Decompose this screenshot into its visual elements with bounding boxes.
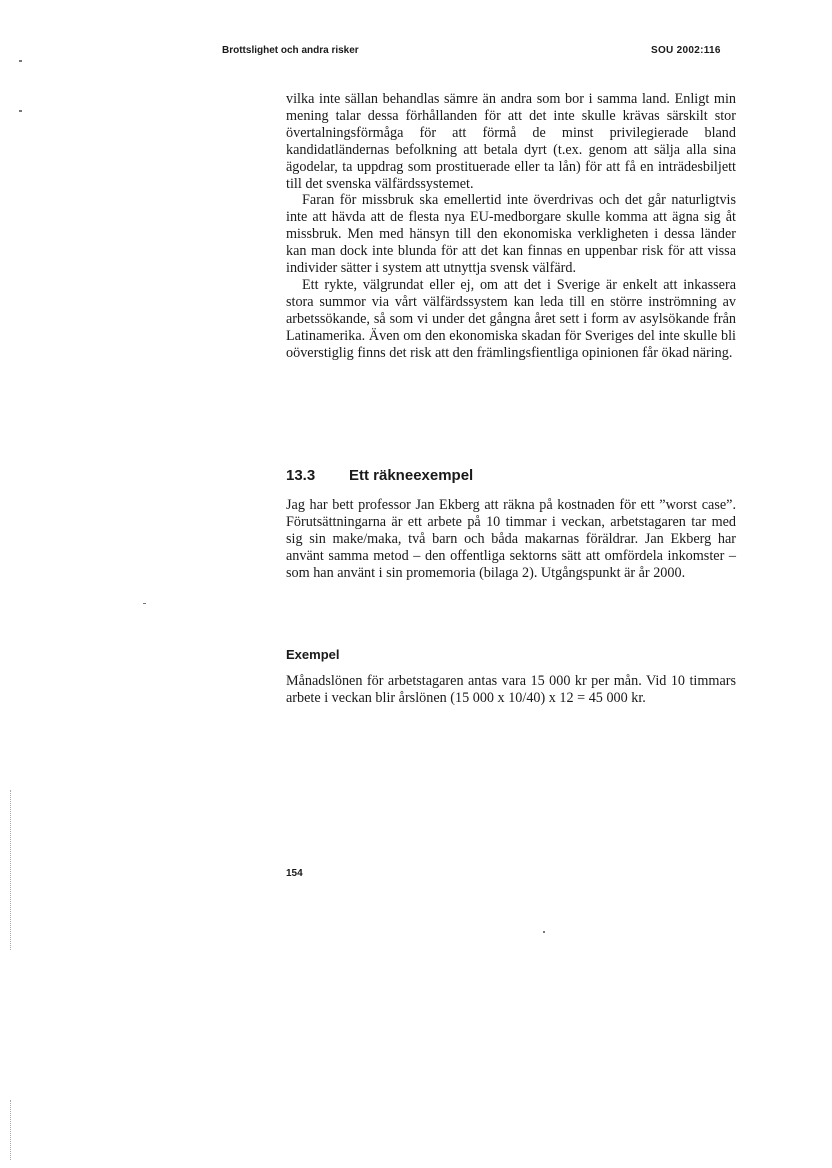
scan-speck [143,603,146,604]
scan-speck [19,110,22,112]
body-text-top [286,91,736,362]
paragraph: Ett rykte, välgrundat eller ej, om att det i Sverige är enkelt att inkassera stora summor via vårt välfärdssystem kan leda till en större inströmning av arbetssökande, så som vi under det gångna året sett i form av asylsökande från Latinamerika. Även om den ekonomiska skadan för Sveriges del inte skulle bli oöverstiglig finns det risk att den främlingsfientliga opinionen får ökad näring. [286,276,736,361]
paragraph: vilka inte sällan behandlas sämre än andra som bor i samma land. Enligt min mening talar dessa förhållanden för att det inte skulle krävas särskilt stor övertalningsförmåga för att förmå de minst privilegierade bland kandidatländernas befolkning att betala dyrt (t.ex. genom att sälja alla sina ägodelar, ta uppdrag som prostituerade eller ta lån) för att få en inträdesbiljett till det svenska välfärdssystemet. [286,91,736,192]
example-heading: Exempel [286,647,340,662]
scan-margin-line [10,1100,12,1160]
running-header-title: Brottslighet och andra risker [222,45,359,56]
body-text-example [286,673,736,707]
scan-speck [19,60,22,62]
scan-margin-line [10,790,12,950]
body-text-section [286,497,736,582]
scan-speck [543,931,545,933]
page-number: 154 [286,868,303,879]
paragraph: Faran för missbruk ska emellertid inte överdrivas och det går naturligtvis inte att hävda att de flesta nya EU-medborgare skulle komma att ägna sig åt missbruk. Men med hänsyn till den ekonomiska verkligheten i dessa länder kan man dock inte blunda för att det kan finnas en uppenbar risk för att vissa individer sätter i system att utnyttja svensk välfärd. [286,192,736,277]
section-number: 13.3 [286,467,316,484]
section-title: Ett räkneexempel [349,467,474,484]
section-heading [286,467,473,484]
paragraph: Månadslönen för arbetstagaren antas vara 15 000 kr per mån. Vid 10 timmars arbete i veckan blir årslönen (15 000 x 10/40) x 12 = 45 000 kr. [286,673,736,706]
running-header-doc-id: SOU 2002:116 [651,45,721,56]
paragraph: Jag har bett professor Jan Ekberg att räkna på kostnaden för ett ”worst case”. Förutsättningarna är ett arbete på 10 timmar i veckan, arbetstagaren tar med sig sin make/maka, två barn och båda makarnas föräldrar. Jan Ekberg har använt samma metod – den offentliga sektorns sätt att omfördela inkomster – som han använt i sin promemoria (bilaga 2). Utgångspunkt är år 2000. [286,497,736,581]
